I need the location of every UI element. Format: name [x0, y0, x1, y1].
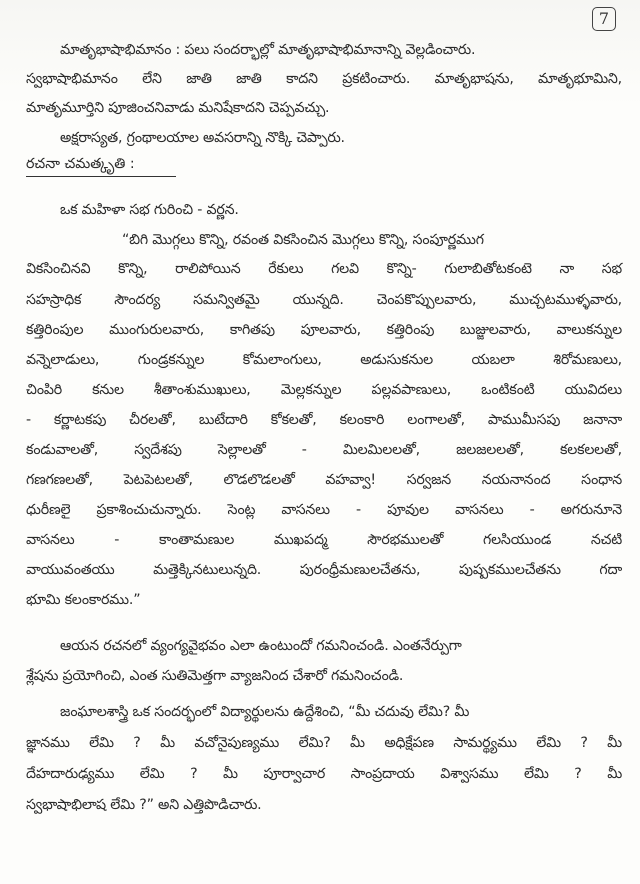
- paragraph-line: జ్ఞానము లేమి ? మీ వచోనైపుణ్యము లేమి? మీ అధిక్షేపణ సామర్థ్యము లేమి ? మీ: [26, 735, 622, 751]
- quote-line: సహస్రాధిక సౌందర్య సమన్వితమై యున్నది. చెంపకొప్పులవారు, ముచ్చటముళ్ళవారు,: [26, 292, 622, 308]
- quote-line: చింపిరి కనుల శీతాంశుముఖులు, మెల్లకన్నుల పల్లవపాణులు, ఒంటికంటి యువిదలు: [26, 382, 622, 398]
- quote-line: వన్నెలాడులు, గుండ్రకన్నుల కోమలాంగులు, అడుసుకనుల యబలా శిరోమణులు,: [26, 352, 622, 368]
- paragraph-line: మాతృభాషాభిమానం : పలు సందర్భాల్లో మాతృభాషాభిమానాన్ని వెల్లడించారు.: [60, 42, 476, 58]
- quote-line: కండువాలతో, స్వదేశపు సెల్లాలతో - మిలమిలలతో, జలజలలతో, కలకలలతో,: [26, 442, 622, 458]
- section-heading: రచనా చమత్కృతి :: [26, 154, 176, 177]
- paragraph-line: జంఘాలశాస్త్రి ఒక సందర్భంలో విద్యార్థులను ఉద్దేశించి, “మీ చదువు లేమి? మీ: [60, 704, 470, 720]
- quote-line: కత్తిరింపుల ముంగురులవారు, కాగితపు పూలవారు, కత్తిరింపు బుజ్జులవారు, వాలుకన్నుల: [26, 322, 622, 338]
- paragraph-line: మాతృమూర్తిని పూజించనివాడు మనిషేకాదని చెప్పవచ్చు.: [26, 100, 330, 116]
- quote-line: ధురీణలై ప్రకాశించుచున్నారు. సెంట్ల వాసనలు - పూవుల వాసనలు - అగరునూనె: [26, 502, 622, 518]
- paragraph-line: స్వభాషాభిమానం లేని జాతి జాతి కాదని ప్రకటించారు. మాతృభాషను, మాతృభూమిని,: [26, 71, 622, 87]
- paragraph-line: దేహదారుఢ్యము లేమి ? మీ పూర్వాచార సాంప్రదాయ విశ్వాసము లేమి ? మీ: [26, 766, 622, 782]
- quote-line: భూమి కలంకారము.”: [26, 592, 141, 608]
- quote-line: వాయువంతయు మత్తెక్కినటులున్నది. పురంధ్రీమణులచేతను, పుష్పకములచేతను గదా: [26, 562, 622, 578]
- paragraph-line: ఒక మహిళా సభ గురించి - వర్ణన.: [60, 202, 239, 218]
- quote-line: గణగణలతో, పెటపెటలతో, లొడలొడలతో వహవ్వా! సర్వజన నయనానంద సంధాన: [26, 472, 622, 488]
- quote-line: “బిగి మొగ్గలు కొన్ని, రవంత వికసించిన మొగ్గలు కొన్ని, సంపూర్ణముగ: [122, 232, 484, 248]
- quote-line: వికసించినవి కొన్ని, రాలిపోయిన రేకులు గలవి కొన్ని- గులాబితోటకంటె నా సభ: [26, 261, 622, 277]
- page-number: 7: [592, 7, 616, 31]
- quote-line: - కర్ణాటకపు చీరలతో, బుటేదారి కోకలతో, కలంకారి లంగాలతో, పాముమీసపు జనానా: [26, 412, 622, 428]
- paragraph-line: శ్లేషను ప్రయోగించి, ఎంత సుతిమెత్తగా వ్యాజనింద చేశారో గమనించండి.: [26, 668, 404, 684]
- paragraph-line: స్వభాషాభిలాష లేమి ?” అని ఎత్తిపొడిచారు.: [26, 797, 262, 813]
- paragraph-line: ఆయన రచనలో వ్యంగ్యవైభవం ఎలా ఉంటుందో గమనించండి. ఎంతనేర్పుగా: [60, 638, 462, 654]
- quote-line: వాసనలు - కాంతామణుల ముఖపద్మ సౌరభములతో గలసియుండ నచటి: [26, 532, 622, 548]
- paragraph-line: అక్షరాస్యత, గ్రంథాలయాల అవసరాన్ని నొక్కి చెప్పారు.: [60, 130, 345, 146]
